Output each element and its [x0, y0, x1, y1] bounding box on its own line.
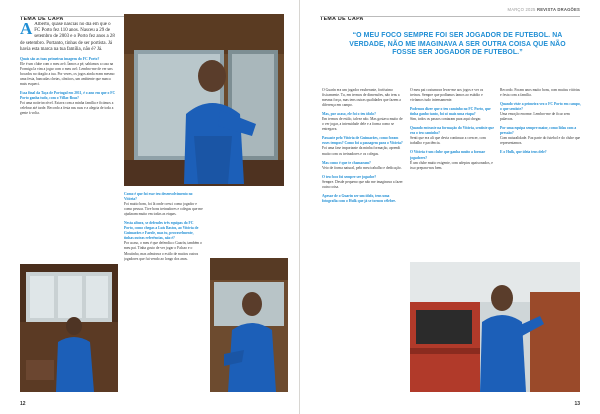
portrait-photo-window: [124, 14, 284, 186]
section-tag: TEMA DE CAPA: [20, 16, 64, 22]
lead-text: Alberto, quase nascias no dia em que o FC Porto fez 110 anos. Nasceu a 29 de setembro de 2003 e o Porto fez anos a 28 de setembro. Portanto, tinhas de ser portista. Já havia esta marca na tua família, não é? Já.: [20, 22, 115, 52]
page-number: 13: [574, 401, 580, 407]
question: Quando entraste na formação do Vitória, sentiste que era o teu caminho?: [410, 126, 494, 136]
question: Apesar de o Guarín ser um ídolo, tens uma fotografia com o Hulk que já se tornou célebre.: [322, 193, 396, 203]
left-lower-column: [124, 192, 204, 374]
answer: Senti que era ali que devia continuar a crescer, com trabalho e paciência.: [410, 136, 486, 146]
page-number: 12: [20, 401, 26, 407]
answer: Foi uma fase importante da minha formação, aprendi muito com os treinadores e os colegas.: [322, 146, 401, 156]
answer: Por acaso, o meu é que defendia o Guarín, também o meu pai. Tinha gosto de ver jogar o Falcao e o Moutinho, mas admirava o estilo de muitos outros jogadores que fui vendo ao longo dos anos.: [124, 241, 203, 261]
answer: É um clube muito exigente, com adeptos apaixonados, e isso prepara-nos bem.: [410, 160, 493, 170]
right-page: [300, 0, 600, 414]
question: Por uma equipa sempre maior, como lidas com a pressão?: [500, 126, 577, 136]
question: Mas, por acaso, ele foi o teu ídolo?: [322, 112, 376, 117]
question: Essa final da Taça de Portugal em 2011, é o ano em que o FC Porto ganha tudo, com o Villas-Boas?: [20, 91, 116, 101]
magazine-brand: REVISTA DRAGÕES: [536, 7, 580, 12]
issue-label: MARÇO 2025: [507, 7, 536, 12]
issue-meta: [508, 7, 580, 12]
question: Nesta altura, se defendes três equipas do FC Porto, como chegas a Luís Bastos, ao Vitória de Guimarães e Farole, mas tu, provavelmente, tinhas outras referências, não é?: [124, 221, 199, 241]
left-text-column: [20, 22, 116, 272]
question: O teu foco foi sempre ser jogador?: [322, 174, 377, 179]
intro-lead: [20, 22, 116, 53]
answer: Uma emoção enorme. Lembro-me de ficar sem palavras.: [500, 112, 570, 122]
photo-player-tram-exterior: [410, 262, 580, 392]
question: Mas como é que te chamaram?: [322, 160, 371, 165]
right-text-column-3: [500, 88, 582, 256]
question: Quando viste a primeira vez o FC Porto em campo, o que sentiste?: [500, 102, 581, 112]
question: Passaste pelo Vitória de Guimarães, como foram esses tempos? Como foi a passagem para o Vitória?: [322, 136, 403, 146]
drop-cap: A: [20, 22, 33, 38]
answer: Foi uma noite incrível. Estava com a minha família e ficámos a celebrar até tarde. Recordo a festa nas ruas e a alegria de toda a gente à volta.: [20, 101, 114, 116]
seated-portrait-photo: [210, 258, 288, 392]
answer: O meu pai costumava levar-me aos jogos e ver os treinos. Sempre que podíamos íamos ao estádio e vivíamos tudo intensamente.: [410, 88, 484, 103]
pull-quote: “O MEU FOCO SEMPRE FOI SER JOGADOR DE FUTEBOL. NA VERDADE, NÃO ME IMAGINAVA A SER OUTRA COISA QUE NÃO FOSSE SER JOGADOR DE FUTEBOL.”: [349, 32, 566, 57]
question: Quais são as tuas primeiras imagens do FC Porto?: [20, 57, 100, 62]
question: O Vitória é um clube que ganha muito a formar jogadores?: [410, 150, 486, 160]
answer: Sempre. Desde pequeno que não me imaginava a fazer outra coisa.: [322, 179, 403, 189]
header-rule: [320, 16, 580, 17]
right-text-column-2: [410, 88, 494, 256]
photo-train-window: [124, 14, 284, 186]
photo-seated-player: [210, 258, 288, 392]
answer: Veio de forma natural, pelo meu trabalho e dedicação.: [322, 165, 402, 170]
answer: Ele é um clube com o meu avô. Íamos a pé, sabíamos a casa na Formiga la vim a jogar com o meu avô. Lembro-me de ver uns bocados no dragão a tua. Por vezes, os jogos ainda eram mesmo uma festa, bancadas cheias, cânticos, um ambiente que nunca mais esqueci.: [20, 62, 115, 87]
right-header: [320, 7, 580, 22]
answer: Foi muito bom, foi lá onde cresci como jogador e como pessoa. Tive bons treinadores e colegas que me ajudaram muito em todas as etapas.: [124, 202, 203, 217]
tram-exterior-photo: [410, 262, 580, 392]
answer: Com naturalidade. Faz parte do futebol e do clube que representamos.: [500, 136, 581, 146]
right-text-column-1: [322, 88, 404, 388]
answer: Recordo. Foram anos muito bons, com muitas vitórias e festa com a família.: [500, 88, 580, 98]
question: E o Hulk, que ideia tens dele?: [500, 150, 547, 155]
tram-interior-photo: [20, 264, 118, 392]
answer: Em termos de estilo, talvez não. Mas gostava muito de o ver jogar, a intensidade dele e a forma como se entregava.: [322, 117, 403, 132]
question: Podemos dizer que o teu caminho no FC Porto, que tinha ganho tanto, foi só mais uma etapa?: [410, 107, 491, 117]
photo-tram-interior: [20, 264, 118, 392]
answer: O Guarín era um jogador exuberante, fortíssimo fisicamente. Tu, em termos de dimensões, não tens a mesma força, mas tens outras qualidades que fazem a diferença em campo.: [322, 88, 401, 108]
section-tag: TEMA DE CAPA: [320, 16, 364, 22]
answer: Sim, todos os passos contaram para aqui chegar.: [410, 117, 482, 122]
question: Como é que foi esse teu desenvolvimento no Vitória?: [124, 192, 193, 202]
